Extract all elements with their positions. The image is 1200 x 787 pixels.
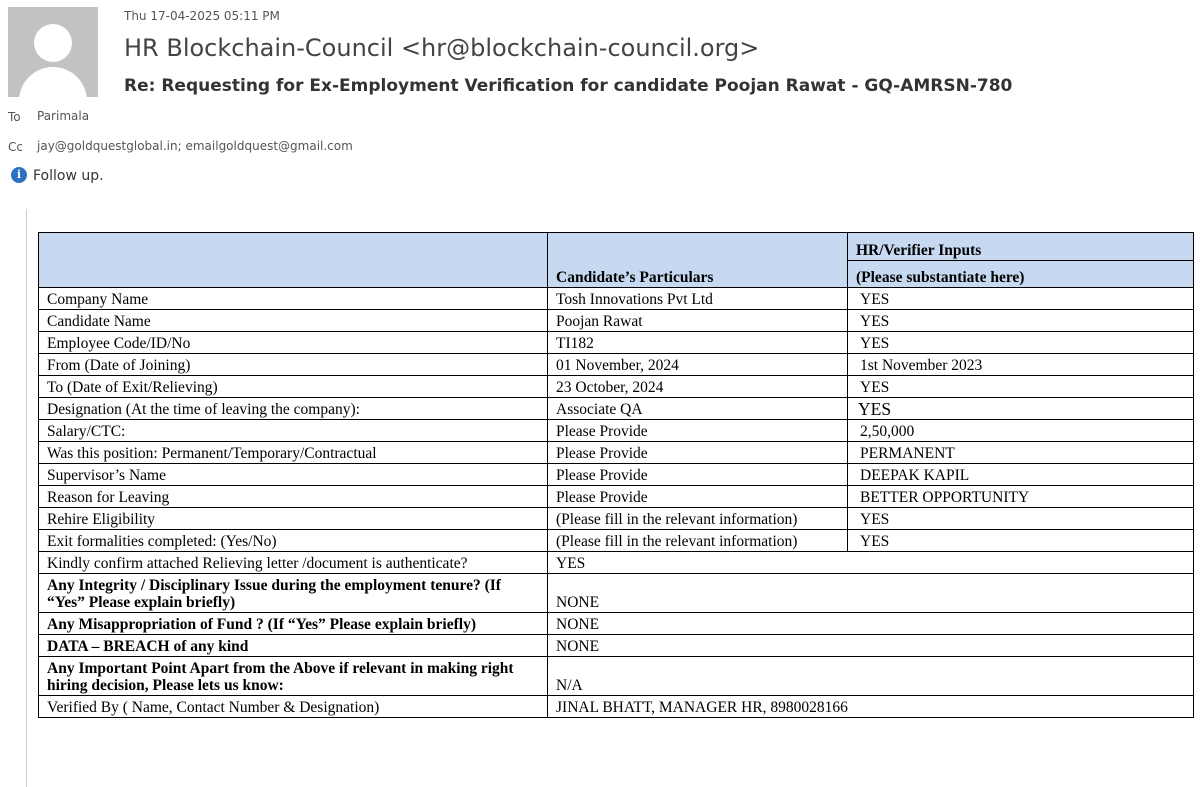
avatar-head-shape (34, 24, 72, 62)
table-row-merged (39, 696, 1194, 718)
row-label: Reason for Leaving (39, 486, 548, 508)
table-row-merged (39, 657, 1194, 696)
followup-flag-text: Follow up. (33, 168, 104, 184)
row-label: Supervisor’s Name (39, 464, 548, 486)
row-candidate-value: (Please fill in the relevant information) (548, 508, 848, 530)
row-merged-value: NONE (548, 613, 1194, 635)
quote-divider (26, 209, 27, 787)
row-label: To (Date of Exit/Relieving) (39, 376, 548, 398)
row-label: Was this position: Permanent/Temporary/Contractual (39, 442, 548, 464)
row-verifier-value: DEEPAK KAPIL (848, 464, 1194, 486)
row-label: Kindly confirm attached Relieving letter /document is authenticate? (39, 552, 548, 574)
row-verifier-value: YES (848, 376, 1194, 398)
table-row (39, 332, 1194, 354)
row-verifier-value: BETTER OPPORTUNITY (848, 486, 1194, 508)
row-verifier-value: YES (848, 398, 1194, 420)
row-label: From (Date of Joining) (39, 354, 548, 376)
row-label: Any Misappropriation of Fund ? (If “Yes” Please explain briefly) (39, 613, 548, 635)
row-merged-value: JINAL BHATT, MANAGER HR, 8980028166 (548, 696, 1194, 718)
header-candidate-particulars: Candidate’s Particulars (548, 233, 848, 288)
table-row (39, 376, 1194, 398)
cc-label: Cc (8, 140, 23, 154)
row-verifier-value: YES (848, 332, 1194, 354)
row-label: Any Important Point Apart from the Above if relevant in making right hiring decision, Please lets us know: (39, 657, 548, 696)
row-candidate-value: Tosh Innovations Pvt Ltd (548, 288, 848, 310)
row-candidate-value: TI182 (548, 332, 848, 354)
row-merged-value: N/A (548, 657, 1194, 696)
row-label: Verified By ( Name, Contact Number & Designation) (39, 696, 548, 718)
table-row-merged (39, 574, 1194, 613)
row-candidate-value: 01 November, 2024 (548, 354, 848, 376)
row-verifier-value: YES (848, 310, 1194, 332)
row-label: Designation (At the time of leaving the company): (39, 398, 548, 420)
row-verifier-value: YES (848, 530, 1194, 552)
table-row (39, 420, 1194, 442)
table-row (39, 530, 1194, 552)
row-label: Rehire Eligibility (39, 508, 548, 530)
table-row-merged (39, 552, 1194, 574)
row-label: Company Name (39, 288, 548, 310)
table-row (39, 310, 1194, 332)
table-row (39, 486, 1194, 508)
row-candidate-value: 23 October, 2024 (548, 376, 848, 398)
row-verifier-value: 2,50,000 (848, 420, 1194, 442)
email-date: Thu 17-04-2025 05:11 PM (124, 9, 280, 23)
header-substantiate: (Please substantiate here) (848, 260, 1194, 288)
row-merged-value: NONE (548, 635, 1194, 657)
row-verifier-value: YES (848, 288, 1194, 310)
row-candidate-value: Please Provide (548, 486, 848, 508)
avatar-body-shape (19, 67, 87, 97)
row-label: Candidate Name (39, 310, 548, 332)
table-header-row (39, 233, 1194, 261)
info-icon: i (11, 167, 27, 183)
row-verifier-value: YES (848, 508, 1194, 530)
to-recipient[interactable]: Parimala (37, 109, 90, 123)
row-label: Exit formalities completed: (Yes/No) (39, 530, 548, 552)
row-verifier-value: 1st November 2023 (848, 354, 1194, 376)
row-merged-value: NONE (548, 574, 1194, 613)
table-row (39, 288, 1194, 310)
verification-table (38, 232, 1194, 718)
row-verifier-value: PERMANENT (848, 442, 1194, 464)
row-merged-value: YES (548, 552, 1194, 574)
table-row (39, 398, 1194, 420)
table-row (39, 354, 1194, 376)
table-row (39, 508, 1194, 530)
email-sender[interactable]: HR Blockchain-Council <hr@blockchain-council.org> (124, 34, 760, 62)
email-subject: Re: Requesting for Ex-Employment Verification for candidate Poojan Rawat - GQ-AMRSN-780 (124, 76, 1013, 96)
sender-avatar (8, 7, 98, 97)
table-row-merged (39, 613, 1194, 635)
row-label: Employee Code/ID/No (39, 332, 548, 354)
row-candidate-value: (Please fill in the relevant information) (548, 530, 848, 552)
header-blank-cell (39, 233, 548, 288)
row-candidate-value: Please Provide (548, 442, 848, 464)
table-row-merged (39, 635, 1194, 657)
table-row (39, 442, 1194, 464)
row-candidate-value: Poojan Rawat (548, 310, 848, 332)
row-label: Any Integrity / Disciplinary Issue during the employment tenure? (If “Yes” Please explain briefly) (39, 574, 548, 613)
to-label: To (8, 110, 21, 124)
row-label: DATA – BREACH of any kind (39, 635, 548, 657)
row-label: Salary/CTC: (39, 420, 548, 442)
row-candidate-value: Associate QA (548, 398, 848, 420)
row-candidate-value: Please Provide (548, 464, 848, 486)
table-row (39, 464, 1194, 486)
header-verifier-inputs: HR/Verifier Inputs (848, 233, 1194, 261)
row-candidate-value: Please Provide (548, 420, 848, 442)
cc-recipients[interactable]: jay@goldquestglobal.in; emailgoldquest@gmail.com (37, 139, 353, 153)
